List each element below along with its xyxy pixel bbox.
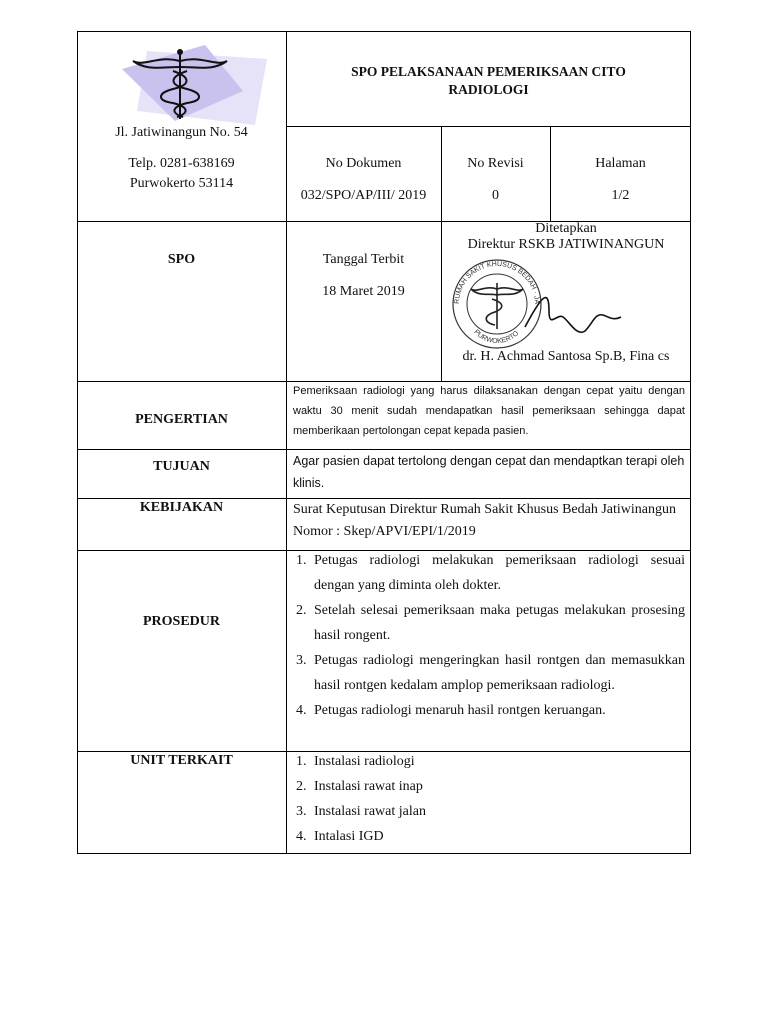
document-title-line2: RADIOLOGI: [448, 82, 529, 97]
prosedur-step: 3. Petugas radiologi mengeringkan hasil rontgen dan memasukkan hasil rontgen kedalam amplop pemeriksaan radiologi.: [296, 653, 685, 693]
page-value: 1/2: [611, 188, 630, 203]
signer-name: dr. H. Achmad Santosa Sp.B, Fina cs: [462, 349, 670, 364]
prosedur-step: 1. Petugas radiologi melakukan pemeriksaan radiologi sesuai dengan yang diminta oleh dokter.: [296, 553, 685, 593]
unit-item: 2. Instalasi rawat inap: [296, 779, 423, 794]
kebijakan-label: KEBIJAKAN: [139, 500, 224, 515]
issued-date: 18 Maret 2019: [322, 284, 405, 299]
row-divider: [286, 126, 691, 127]
column-divider: [286, 31, 287, 854]
hospital-city: Purwokerto 53114: [129, 176, 234, 191]
svg-text:RUMAH SAKIT KHUSUS BEDAH · JAT: RUMAH SAKIT KHUSUS BEDAH · JA: [453, 260, 541, 305]
prosedur-step: 2. Setelah selesai pemeriksaan maka petugas melakukan prosesing hasil rongent.: [296, 603, 685, 643]
issued-label: Tanggal Terbit: [322, 252, 405, 267]
document-title-line1: SPO PELAKSANAAN PEMERIKSAAN CITO: [351, 64, 626, 79]
cell-divider: [550, 126, 551, 221]
kebijakan-text: Surat Keputusan Direktur Rumah Sakit Khusus Bedah Jatiwinangun Nomor : Skep/APVI/EPI/1/2019: [293, 502, 677, 539]
prosedur-list: [286, 548, 685, 723]
pengertian-text: Pemeriksaan radiologi yang harus dilaksanakan dengan cepat yaitu dengan waktu 30 menit sudah mendapatkan hasil pemeriksaan sehingga dapat memberikaan pertolongan cepat kepada pasien.: [293, 385, 685, 437]
pengertian-label: PENGERTIAN: [135, 412, 228, 427]
hospital-logo: [117, 41, 267, 126]
unit-item: 1. Instalasi radiologi: [296, 754, 415, 769]
unit-list: [286, 749, 685, 849]
hospital-phone: Telp. 0281-638169: [128, 156, 235, 171]
doc-number-value: 032/SPO/AP/III/ 2019: [300, 188, 427, 203]
caduceus-icon: [117, 41, 267, 126]
spo-label: SPO: [167, 252, 196, 267]
revision-label: No Revisi: [467, 156, 524, 171]
doc-number-label: No Dokumen: [325, 156, 402, 171]
prosedur-step: 4. Petugas radiologi menaruh hasil rontgen keruangan.: [296, 703, 606, 718]
director-label: Direktur RSKB JATIWINANGUN: [467, 237, 665, 252]
official-stamp: [445, 257, 685, 349]
spo-document: [77, 31, 691, 854]
prosedur-label: PROSEDUR: [142, 614, 220, 629]
hospital-address: Jl. Jatiwinangun No. 54: [115, 125, 248, 140]
unit-label: UNIT TERKAIT: [130, 753, 233, 768]
set-label: Ditetapkan: [535, 221, 597, 236]
page-label: Halaman: [595, 156, 646, 171]
tujuan-text: Agar pasien dapat tertolong dengan cepat dan mendaptkan terapi oleh klinis.: [293, 454, 685, 490]
tujuan-label: TUJUAN: [153, 459, 210, 474]
unit-item: 4. Intalasi IGD: [296, 829, 384, 844]
revision-value: 0: [492, 188, 499, 203]
unit-item: 3. Instalasi rawat jalan: [296, 804, 426, 819]
cell-divider: [441, 126, 442, 221]
svg-text:PURWOKERTO: PURWOKERTO: [472, 328, 521, 346]
document-border: [77, 31, 691, 854]
